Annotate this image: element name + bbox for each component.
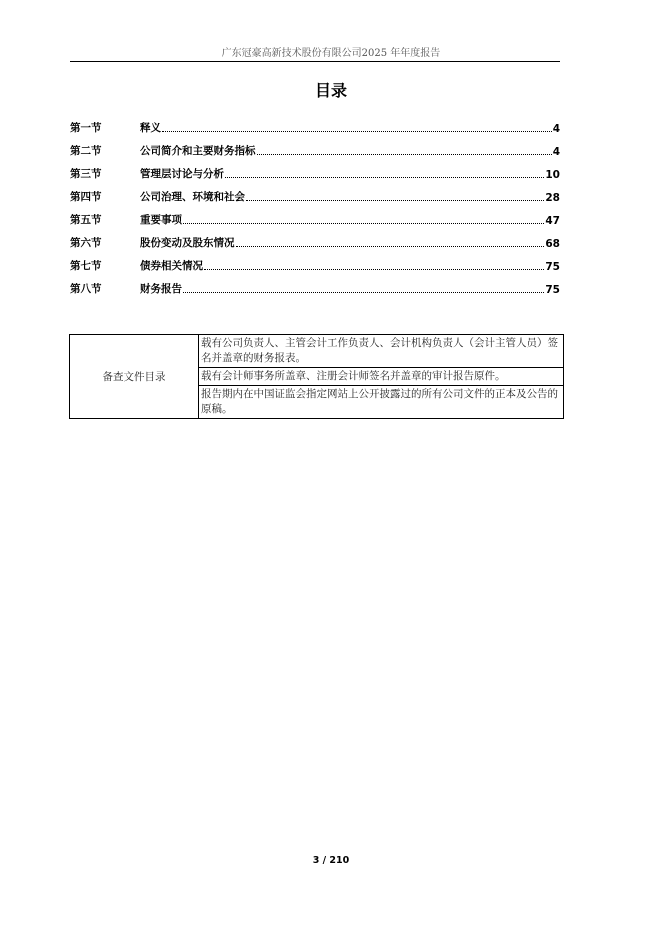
toc-entry[interactable] — [70, 189, 560, 212]
toc-page-number: 75 — [545, 261, 560, 273]
toc-entry[interactable] — [70, 258, 560, 281]
toc-leader-dots — [183, 292, 544, 293]
reference-documents-label: 备查文件目录 — [70, 335, 199, 419]
toc-section-number: 第五节 — [70, 214, 102, 226]
toc-page-number: 28 — [545, 192, 560, 204]
toc-leader-dots — [183, 223, 544, 224]
toc-entry[interactable] — [70, 235, 560, 258]
toc-entry[interactable] — [70, 212, 560, 235]
toc-section-number: 第三节 — [70, 168, 102, 180]
toc-section-title: 公司简介和主要财务指标 — [140, 145, 256, 157]
toc-section-number: 第七节 — [70, 260, 102, 272]
running-header: 广东冠豪高新技术股份有限公司2025 年年度报告 — [221, 48, 441, 59]
toc-section-title: 债券相关情况 — [140, 260, 203, 272]
toc-leader-dots — [225, 177, 544, 178]
toc-section-number: 第二节 — [70, 145, 102, 157]
reference-document-item: 报告期内在中国证监会指定网站上公开披露过的所有公司文件的正本及公告的原稿。 — [199, 386, 564, 419]
toc-page-number: 4 — [552, 123, 560, 135]
page-number: 3 / 210 — [312, 855, 350, 866]
toc-page-number: 4 — [552, 146, 560, 158]
toc-page-number: 47 — [545, 215, 560, 227]
toc-leader-dots — [236, 246, 545, 247]
toc-page-number: 68 — [545, 238, 560, 250]
toc-leader-dots — [162, 131, 552, 132]
toc-entry[interactable] — [70, 166, 560, 189]
reference-document-item: 载有会计师事务所盖章、注册会计师签名并盖章的审计报告原件。 — [199, 368, 564, 386]
toc-entry[interactable] — [70, 120, 560, 143]
table-of-contents — [70, 120, 560, 304]
toc-entry[interactable] — [70, 143, 560, 166]
page-title: 目录 — [314, 81, 347, 100]
toc-page-number: 10 — [545, 169, 560, 181]
toc-section-title: 公司治理、环境和社会 — [140, 191, 245, 203]
toc-section-title: 释义 — [140, 122, 161, 134]
toc-section-title: 重要事项 — [140, 214, 182, 226]
toc-section-number: 第六节 — [70, 237, 102, 249]
toc-entry[interactable] — [70, 281, 560, 304]
toc-leader-dots — [204, 269, 544, 270]
toc-leader-dots — [257, 154, 552, 155]
toc-section-number: 第八节 — [70, 283, 102, 295]
toc-section-number: 第一节 — [70, 122, 102, 134]
reference-documents-table — [69, 334, 564, 419]
header-divider — [70, 61, 560, 62]
toc-section-title: 股份变动及股东情况 — [140, 237, 235, 249]
reference-document-item: 载有公司负责人、主管会计工作负责人、会计机构负责人（会计主管人员）签名并盖章的财务报表。 — [199, 335, 564, 368]
toc-leader-dots — [246, 200, 544, 201]
toc-section-title: 财务报告 — [140, 283, 182, 295]
toc-section-number: 第四节 — [70, 191, 102, 203]
toc-page-number: 75 — [545, 284, 560, 296]
toc-section-title: 管理层讨论与分析 — [140, 168, 224, 180]
